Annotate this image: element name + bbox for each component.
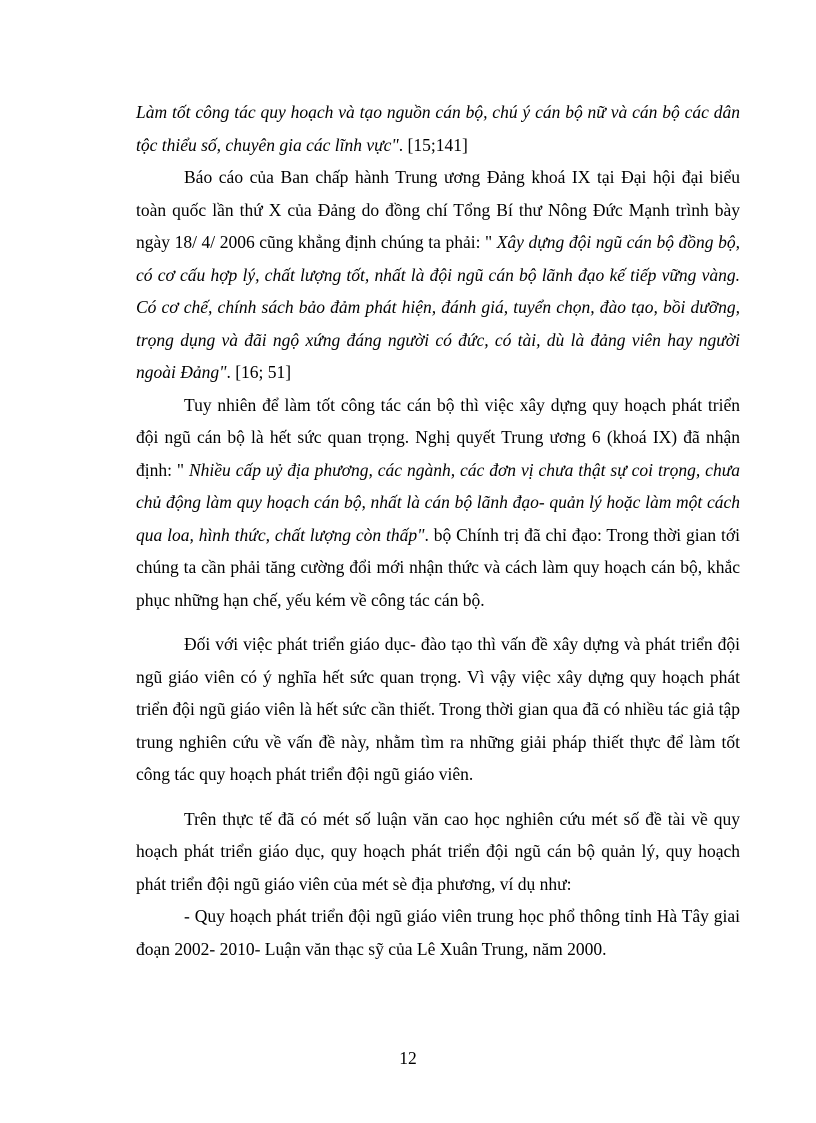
quoted-text: Nhiều cấp uỷ địa phương, các ngành, các đơn vị chưa thật sự coi trọng, chưa chủ động làm quy hoạch cán bộ, nhất là cán bộ lãnh đạo- quản lý hoặc làm một cách qua loa, hình thức, chất lượng còn thấp" bbox=[136, 459, 740, 545]
text-run: Trên thực tế đã có mét số luận văn cao học nghiên cứu mét số đề tài về quy hoạch phát triển giáo dục, quy hoạch phát triển đội ngũ cán bộ quản lý, quy hoạch phát triển đội ngũ giáo viên của mét sè địa phương, ví dụ như: bbox=[136, 808, 740, 894]
quoted-text: Làm tốt công tác quy hoạch và tạo nguồn cán bộ, chú ý cán bộ nữ và cán bộ các dân tộc thiểu số, chuyên gia các lĩnh vực" bbox=[136, 102, 740, 155]
text-run: . bộ Chính trị đã chỉ đạo: Trong thời gian tới chúng ta cần phải tăng cường đổi mới nhận thức và cách làm quy hoạch cán bộ, khắc phục những hạn chế, yếu kém về công tác cán bộ. bbox=[136, 524, 740, 610]
paragraph bbox=[136, 389, 740, 617]
paragraph bbox=[136, 161, 740, 389]
text-run: Báo cáo của Ban chấp hành Trung ương Đảng khoá IX tại Đại hội đại biểu toàn quốc lần thứ X của Đảng do đồng chí Tổng Bí thư Nông Đức Mạnh trình bày ngày 18/ 4/ 2006 cũng khẳng định chúng ta phải: " bbox=[136, 167, 740, 252]
paragraph bbox=[136, 96, 740, 161]
text-run: Đối với việc phát triển giáo dục- đào tạo thì vấn đề xây dựng và phát triển đội ngũ giáo viên có ý nghĩa hết sức quan trọng. Vì vậy việc xây dựng quy hoạch phát triển đội ngũ giáo viên là hết sức cần thiết. Trong thời gian qua đã có nhiều tác giả tập trung nghiên cứu về vấn đề này, nhằm tìm ra những giải pháp thiết thực để làm tốt công tác quy hoạch phát triển đội ngũ giáo viên. bbox=[136, 634, 740, 784]
body-text bbox=[136, 96, 740, 965]
quoted-text: Xây dựng đội ngũ cán bộ đồng bộ, có cơ cấu hợp lý, chất lượng tốt, nhất là đội ngũ cán bộ lãnh đạo kế tiếp vững vàng. Có cơ chế, chính sách bảo đảm phát hiện, đánh giá, tuyển chọn, đào tạo, bồi dưỡng, trọng dụng và đãi ngộ xứng đáng người có đức, có tài, dù là đảng viên hay người ngoài Đảng" bbox=[136, 232, 741, 382]
text-run: . [15;141] bbox=[398, 134, 468, 155]
paragraph bbox=[136, 803, 740, 901]
page-number: 12 bbox=[399, 1048, 417, 1068]
paragraph bbox=[136, 900, 740, 965]
paragraph bbox=[136, 628, 740, 791]
text-run: . [16; 51] bbox=[226, 362, 292, 382]
text-run: - Quy hoạch phát triển đội ngũ giáo viên trung học phổ thông tỉnh Hà Tây giai đoạn 2002- 2010- Luận văn thạc sỹ của Lê Xuân Trung, năm 2000. bbox=[136, 906, 740, 959]
text-run: Tuy nhiên để làm tốt công tác cán bộ thì việc xây dựng quy hoạch phát triển đội ngũ cán bộ là hết sức quan trọng. Nghị quyết Trung ương 6 (khoá IX) đã nhận định: " bbox=[136, 394, 740, 480]
